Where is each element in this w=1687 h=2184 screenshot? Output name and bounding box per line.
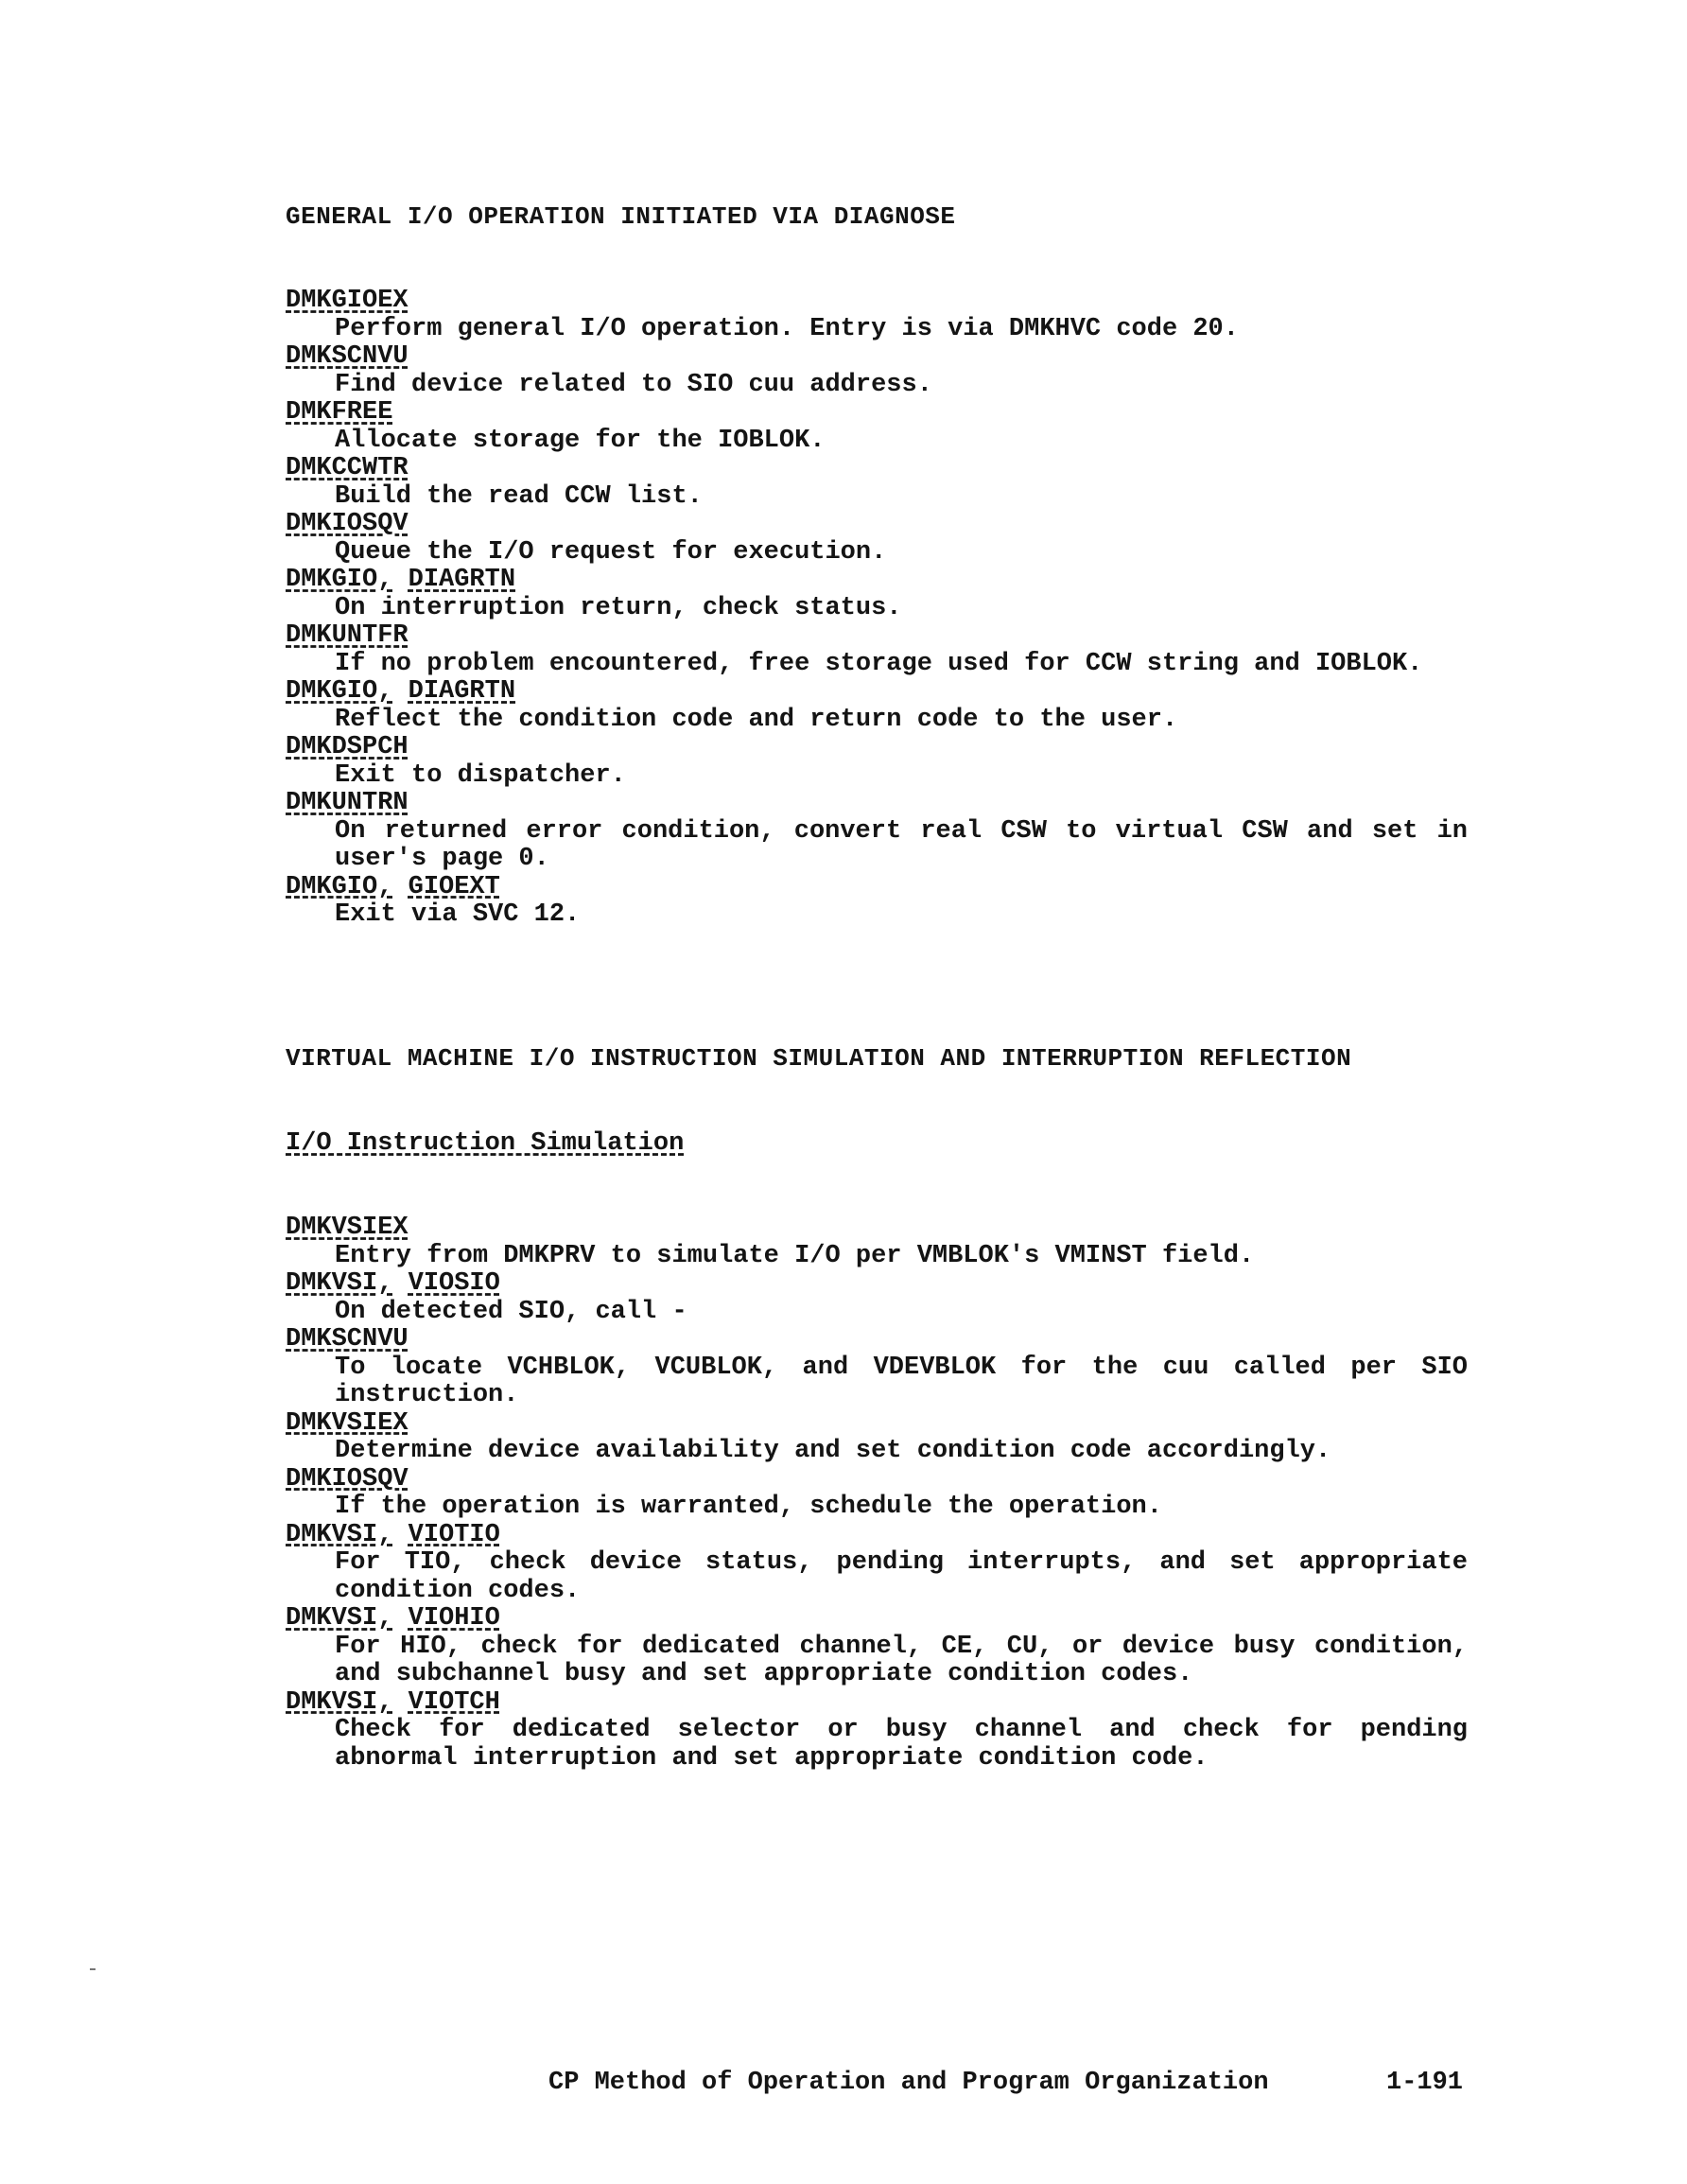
subsection-heading: I/O Instruction Simulation [286, 1129, 685, 1158]
entry-ref: DMKUNTFR [286, 621, 409, 650]
entry-description: Allocate storage for the IOBLOK. [335, 426, 826, 455]
list-item [286, 874, 1468, 930]
entry-ref: DMKSCNVU [286, 1325, 409, 1354]
entry-ref-label: GIOEXT [408, 872, 500, 901]
list-item [286, 399, 1468, 455]
entry-ref-label: DIAGRTN [408, 566, 516, 594]
entry-ref: DMKVSI, [286, 1687, 393, 1717]
entry-ref: DMKVSI, [286, 1520, 393, 1549]
section-heading-general-io: GENERAL I/O OPERATION INITIATED VIA DIAGNOSE [286, 202, 956, 231]
entry-description: Find device related to SIO cuu address. [335, 370, 932, 399]
entry-ref: DMKVSIEX [286, 1214, 409, 1242]
list-item [286, 678, 1468, 734]
entry-description: Check for dedicated selector or busy channel and check for pending abnormal interruption and set appropriate condition code. [335, 1716, 1468, 1773]
list-item [286, 734, 1468, 790]
list-item [286, 343, 1468, 399]
entry-ref: DMKGIO, [286, 677, 393, 706]
page-number: 1-191 [1386, 2069, 1464, 2097]
entry-description: If no problem encountered, free storage used for CCW string and IOBLOK. [335, 649, 1423, 678]
entry-ref-label: VIOTIO [408, 1520, 500, 1549]
entry-ref: DMKGIO, [286, 566, 393, 594]
entry-ref: DMKVSIEX [286, 1408, 409, 1438]
footer-title: CP Method of Operation and Program Organization [548, 2069, 1269, 2097]
entry-description: Exit via SVC 12. [335, 900, 581, 929]
entry-ref: DMKGIOEX [286, 287, 409, 315]
entry-description: For HIO, check for dedicated channel, CE, CU, or device busy condition, and subchannel busy and set appropriate condition codes. [335, 1632, 1468, 1688]
entry-description: If the operation is warranted, schedule the operation. [335, 1493, 1162, 1521]
list-item [286, 288, 1468, 343]
scan-speck [90, 1968, 96, 1970]
entry-ref: DMKDSPCH [286, 733, 409, 761]
entry-description: Perform general I/O operation. Entry is via DMKHVC code 20. [335, 314, 1239, 343]
entry-description: On detected SIO, call - [335, 1297, 687, 1326]
general-io-entry-list [286, 288, 1468, 930]
list-item [286, 1689, 1468, 1773]
entry-description: For TIO, check device status, pending interrupts, and set appropriate condition codes. [335, 1548, 1468, 1605]
entry-ref: DMKVSI, [286, 1269, 393, 1298]
list-item [286, 790, 1468, 874]
entry-description: Determine device availability and set condition code accordingly. [335, 1437, 1331, 1465]
entry-ref: DMKCCWTR [286, 454, 409, 482]
entry-ref: DMKSCNVU [286, 342, 409, 371]
entry-ref: DMKVSI, [286, 1604, 393, 1633]
entry-ref: DMKUNTRN [286, 789, 409, 817]
list-item [286, 455, 1468, 511]
list-item [286, 622, 1468, 678]
entry-ref-label: VIOHIO [408, 1604, 500, 1633]
list-item [286, 1410, 1468, 1466]
list-item [286, 567, 1468, 622]
entry-ref: DMKFREE [286, 398, 393, 427]
entry-description: Queue the I/O request for execution. [335, 537, 887, 567]
entry-description: Reflect the condition code and return code to the user. [335, 705, 1178, 734]
list-item [286, 1522, 1468, 1606]
list-item [286, 511, 1468, 567]
entry-ref: DMKIOSQV [286, 510, 409, 538]
list-item [286, 1326, 1468, 1410]
entry-ref-label: VIOTCH [408, 1687, 500, 1717]
entry-description: To locate VCHBLOK, VCUBLOK, and VDEVBLOK for the cuu called per SIO instruction. [335, 1353, 1468, 1409]
entry-ref-label: DIAGRTN [408, 677, 516, 706]
list-item [286, 1466, 1468, 1522]
io-simulation-entry-list [286, 1214, 1468, 1773]
entry-ref: DMKGIO, [286, 872, 393, 901]
list-item [286, 1605, 1468, 1689]
entry-ref: DMKIOSQV [286, 1464, 409, 1494]
list-item [286, 1270, 1468, 1326]
entry-description: Entry from DMKPRV to simulate I/O per VMBLOK's VMINST field. [335, 1241, 1255, 1270]
entry-ref-label: VIOSIO [408, 1269, 500, 1298]
entry-description: Exit to dispatcher. [335, 760, 626, 790]
list-item [286, 1214, 1468, 1270]
entry-description: On interruption return, check status. [335, 593, 902, 622]
section-heading-vm-io: VIRTUAL MACHINE I/O INSTRUCTION SIMULATION AND INTERRUPTION REFLECTION [286, 1044, 1352, 1073]
entry-description: On returned error condition, convert real CSW to virtual CSW and set in user's page 0. [335, 816, 1468, 873]
entry-description: Build the read CCW list. [335, 481, 703, 511]
